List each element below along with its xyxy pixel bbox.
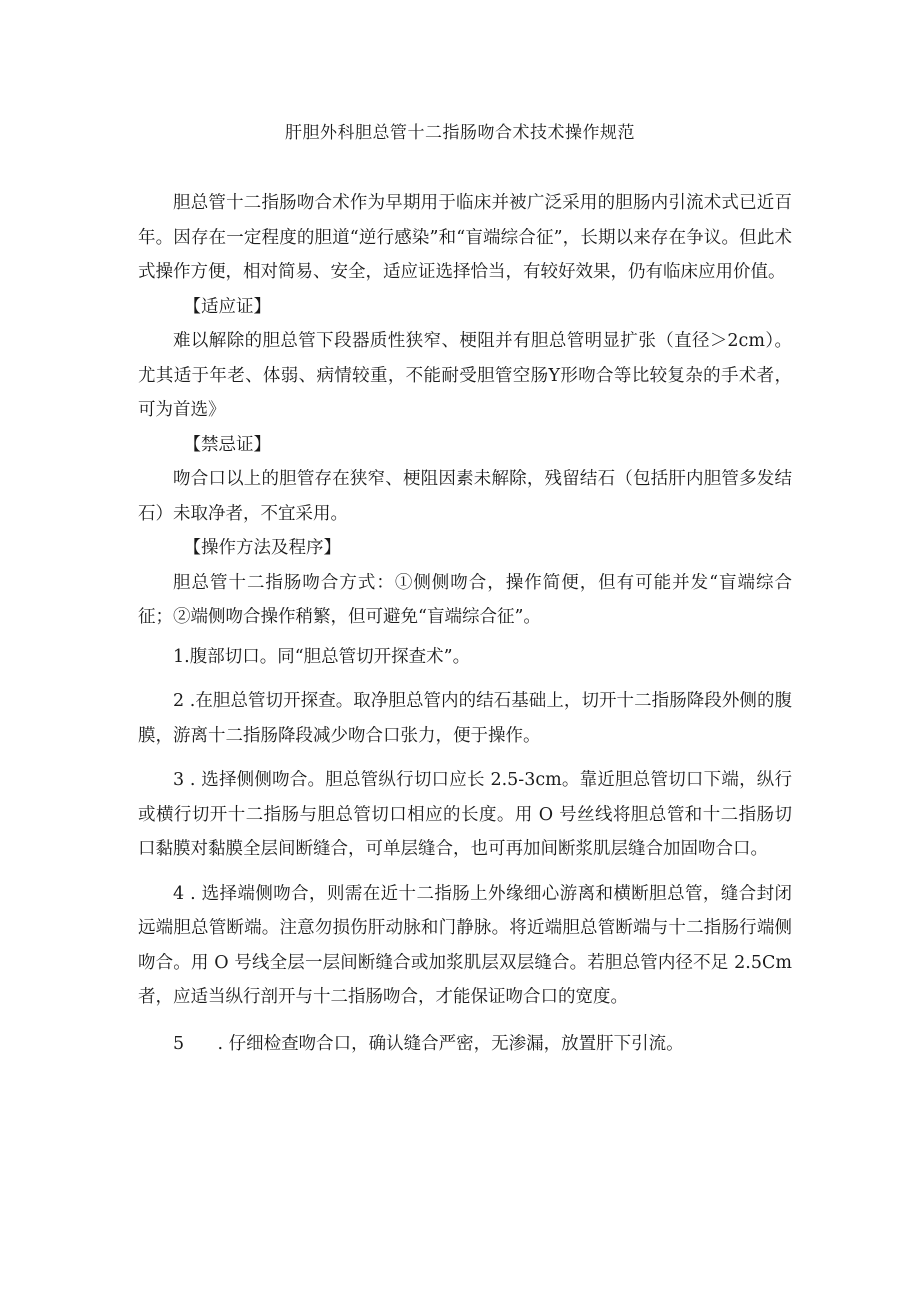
document-body [138,186,792,1061]
procedure-overview-paragraph: 胆总管十二指肠吻合方式：①侧侧吻合，操作简便，但有可能并发“盲端综合征；②端侧吻合操作稍繁，但可避免“盲端综合征”。 [138,572,792,627]
step-4: 4 . 选择端侧吻合，则需在近十二指肠上外缘细心游离和横断胆总管，缝合封闭远端胆总管断端。注意勿损伤肝动脉和门静脉。将近端胆总管断端与十二指肠行端侧吻合。用 O 号线全层一层间断缝合或加浆肌层双层缝合。若胆总管内径不足 2.5Cm 者，应适当纵行剖开与十二指肠吻合，才能保证吻合口的宽度。 [138,883,792,1007]
step-2: 2 .在胆总管切开探查。取净胆总管内的结石基础上，切开十二指肠降段外侧的腹膜，游离十二指肠降段减少吻合口张力，便于操作。 [138,691,792,746]
indications-paragraph: 难以解除的胆总管下段器质性狭窄、梗阻并有胆总管明显扩张（直径＞2cm）。尤其适于年老、体弱、病情较重，不能耐受胆管空肠Y形吻合等比较复杂的手术者，可为首选》 [138,331,792,420]
step-1: 1.腹部切口。同“胆总管切开探查术”。 [173,646,471,667]
section-heading-indications: 【适应证】 [183,296,271,317]
intro-paragraph: 胆总管十二指肠吻合术作为早期用于临床并被广泛采用的胆肠内引流术式已近百年。因存在一定程度的胆道“逆行感染”和“盲端综合征”，长期以来存在争议。但此术式操作方便，相对简易、安全，适应证选择恰当，有较好效果，仍有临床应用价值。 [138,193,792,282]
section-heading-procedure: 【操作方法及程序】 [183,538,341,558]
contraindications-paragraph: 吻合口以上的胆管存在狭窄、梗阻因素未解除，残留结石（包括肝内胆管多发结石）未取净者，不宜采用。 [138,469,792,524]
step-5: 5 . 仔细检查吻合口，确认缝合严密，无渗漏，放置肝下引流。 [173,1033,684,1054]
document-title: 肝胆外科胆总管十二指肠吻合术技术操作规范 [285,123,635,143]
step-3: 3 . 选择侧侧吻合。胆总管纵行切口应长 2.5-3cm。靠近胆总管切口下端，纵行或横行切开十二指肠与胆总管切口相应的长度。用 O 号丝线将胆总管和十二指肠切口黏膜对黏膜全层间断缝合，可单层缝合，也可再加间断浆肌层缝合加固吻合口。 [138,770,792,859]
section-heading-contraindications: 【禁忌证】 [183,434,271,455]
